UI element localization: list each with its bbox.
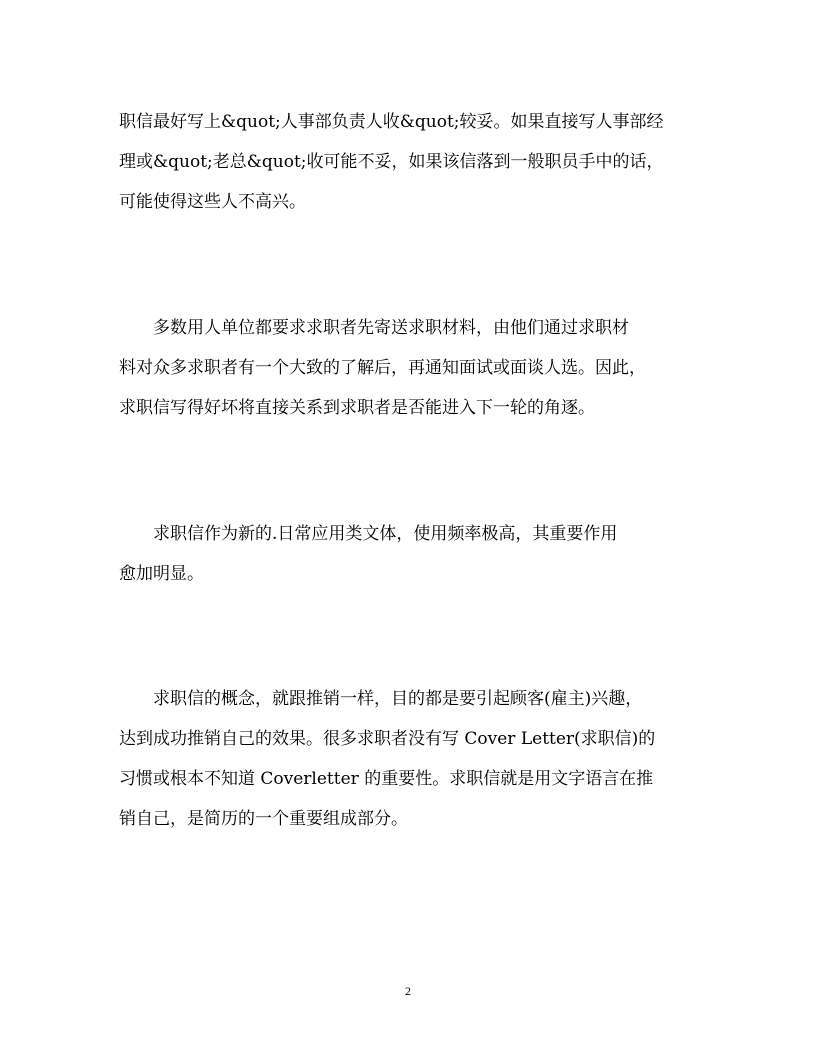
- text-line: 求职信的概念，就跟推销一样，目的都是要引起顾客(雇主)兴趣，: [119, 689, 643, 709]
- text-line: 销自己，是简历的一个重要组成部分。: [119, 809, 408, 829]
- text-line: 求职信写得好坏将直接关系到求职者是否能进入下一轮的角逐。: [119, 398, 595, 418]
- text-line: 职信最好写上&quot;人事部负责人收&quot;较妥。如果直接写人事部经: [119, 112, 664, 132]
- text-line: 达到成功推销自己的效果。很多求职者没有写 Cover Letter(求职信)的: [119, 729, 656, 749]
- text-line: 习惯或根本不知道 Coverletter 的重要性。求职信就是用文字语言在推: [119, 769, 654, 789]
- text-line: 可能使得这些人不高兴。: [119, 192, 306, 212]
- text-line: 愈加明显。: [119, 564, 204, 584]
- text-line: 理或&quot;老总&quot;收可能不妥，如果该信落到一般职员手中的话，: [119, 152, 664, 172]
- text-line: 料对众多求职者有一个大致的了解后，再通知面试或面谈人选。因此，: [119, 358, 646, 378]
- page-number: 2: [405, 984, 411, 998]
- text-line: 多数用人单位都要求求职者先寄送求职材料，由他们通过求职材: [119, 318, 629, 338]
- text-line: 求职信作为新的.日常应用类文体，使用频率极高，其重要作用: [119, 524, 618, 544]
